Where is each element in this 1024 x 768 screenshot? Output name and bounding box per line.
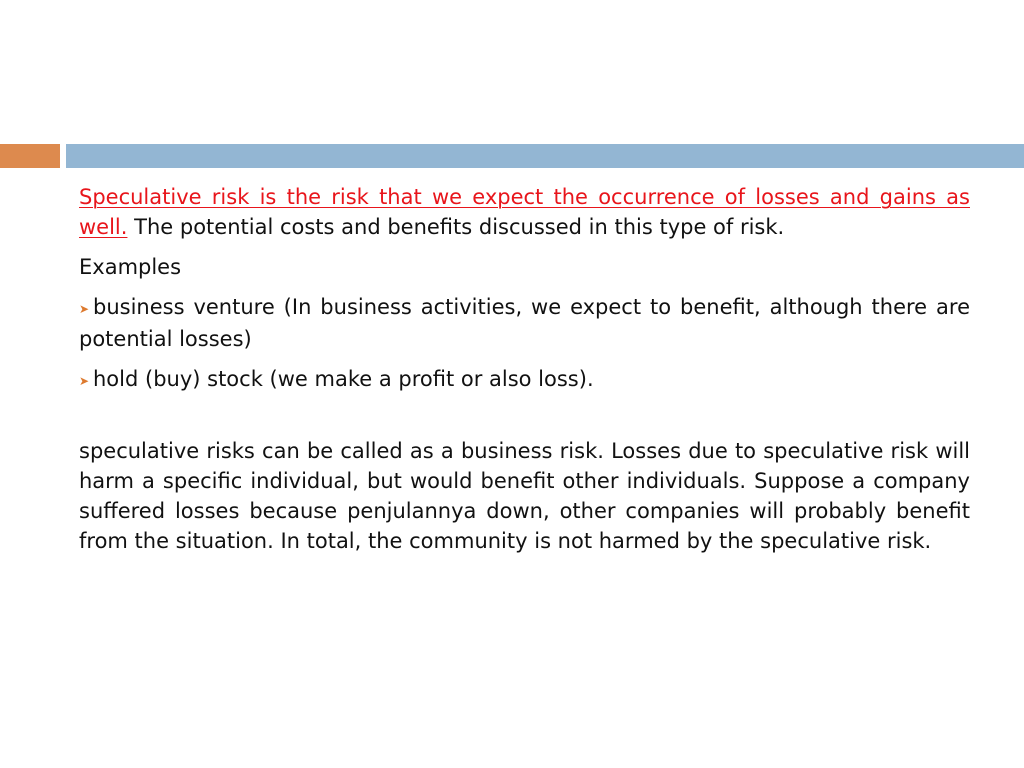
- examples-heading: Examples: [79, 255, 182, 279]
- paragraph-spacer: [79, 406, 970, 436]
- chevron-bullet-icon: ➤: [79, 374, 90, 388]
- bullet-text: business venture (In business activities, we expect to benefit, although there are potential losses): [79, 295, 970, 351]
- bullet-text: hold (buy) stock (we make a profit or also loss).: [93, 367, 594, 391]
- bullet-item: [79, 292, 970, 354]
- intro-continuation: The potential costs and benefits discussed in this type of risk.: [127, 215, 785, 239]
- slide-body: [79, 182, 970, 566]
- accent-bar-orange: [0, 144, 60, 168]
- intro-paragraph: [79, 182, 970, 242]
- bullet-item: [79, 364, 970, 396]
- accent-bar-blue: [66, 144, 1024, 168]
- definition-highlight: Speculative risk is the risk that we expect the occurrence of losses and gains as well.: [79, 185, 970, 239]
- chevron-bullet-icon: ➤: [79, 302, 90, 316]
- closing-paragraph: speculative risks can be called as a business risk. Losses due to speculative risk will harm a specific individual, but would benefit other individuals. Suppose a company suffered losses because penjulannya down, other companies will probably benefit from the situation. In total, the community is not harmed by the speculative risk.: [79, 439, 970, 553]
